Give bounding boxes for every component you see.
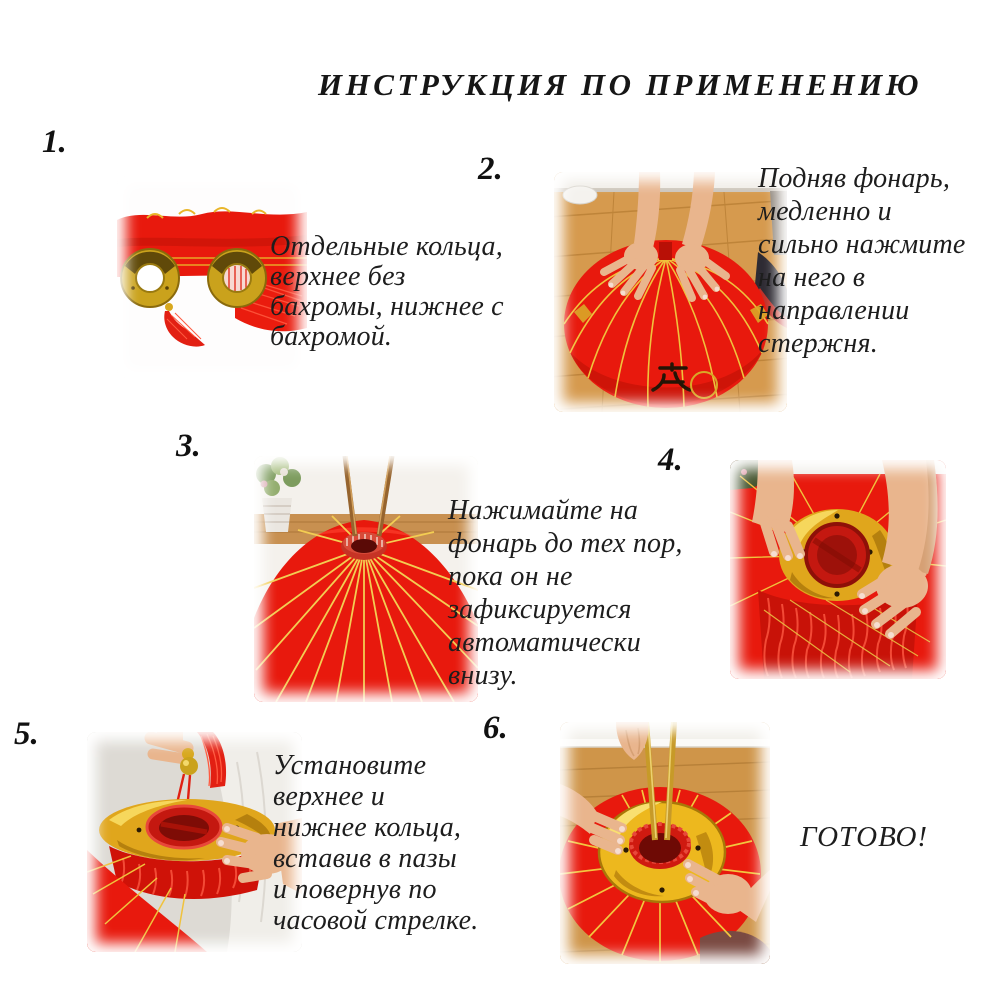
- caption-line: Установите: [273, 750, 427, 781]
- step4-number: 4.: [658, 442, 683, 478]
- caption-line: стержня.: [758, 328, 878, 359]
- press-lantern-illustration: [554, 172, 787, 412]
- caption-line: верхнее и: [273, 781, 385, 812]
- caption-line: вставив в пазы: [273, 843, 457, 874]
- step6-photo: [560, 722, 770, 964]
- step2-caption: [758, 162, 966, 360]
- step3-number: 3.: [176, 428, 201, 464]
- red-cup: [147, 806, 221, 848]
- caption-line: автоматически: [448, 627, 641, 658]
- caption-line: зафиксируется: [448, 594, 632, 625]
- attach-ring-illustration: [730, 460, 946, 679]
- step2-number: 2.: [478, 151, 503, 187]
- caption-line: бахромой.: [270, 321, 393, 352]
- caption-line: сильно нажмите: [758, 229, 966, 260]
- caption-line: часовой стрелке.: [273, 905, 479, 936]
- step1-caption: [270, 232, 504, 352]
- step4-photo: [730, 460, 946, 679]
- step2-photo: [554, 172, 787, 412]
- caption-line: Нажимайте на: [448, 495, 639, 526]
- caption-line: и повернув по: [273, 874, 437, 905]
- caption-line: Отдельные кольца,: [270, 231, 503, 262]
- caption-line: фонарь до тех пор,: [448, 528, 683, 559]
- step5-photo: [87, 732, 302, 952]
- caption-line: бахромы, нижнее с: [270, 291, 504, 322]
- bottom-ring-icon: [208, 249, 266, 307]
- caption-line: пока он не: [448, 561, 573, 592]
- caption-line: Подняв фонарь,: [758, 163, 951, 194]
- red-cup: [629, 823, 691, 869]
- step5-caption: [273, 750, 479, 936]
- step3-caption: [448, 494, 683, 692]
- fix-top-ring-illustration: [560, 722, 770, 964]
- caption-line: на него в: [758, 262, 866, 293]
- caption-line: внизу.: [448, 660, 518, 691]
- top-hand: [151, 732, 187, 759]
- lantern-top-illustration: [254, 456, 478, 702]
- done-label: ГОТОВО!: [800, 821, 929, 853]
- step3-photo: [254, 456, 478, 702]
- top-ring-icon: [121, 249, 179, 307]
- step1-number: 1.: [42, 124, 67, 160]
- caption-line: медленно и: [758, 196, 892, 227]
- caption-line: верхнее без: [270, 261, 406, 292]
- caption-line: нижнее кольца,: [273, 812, 462, 843]
- page-title: ИНСТРУКЦИЯ ПО ПРИМЕНЕНИЮ: [318, 66, 922, 102]
- step6-number: 6.: [483, 710, 508, 746]
- collar: [341, 532, 387, 560]
- step6-caption: [800, 821, 928, 854]
- install-rings-illustration: [87, 732, 302, 952]
- caption-line: направлении: [758, 295, 910, 326]
- step5-number: 5.: [14, 716, 39, 752]
